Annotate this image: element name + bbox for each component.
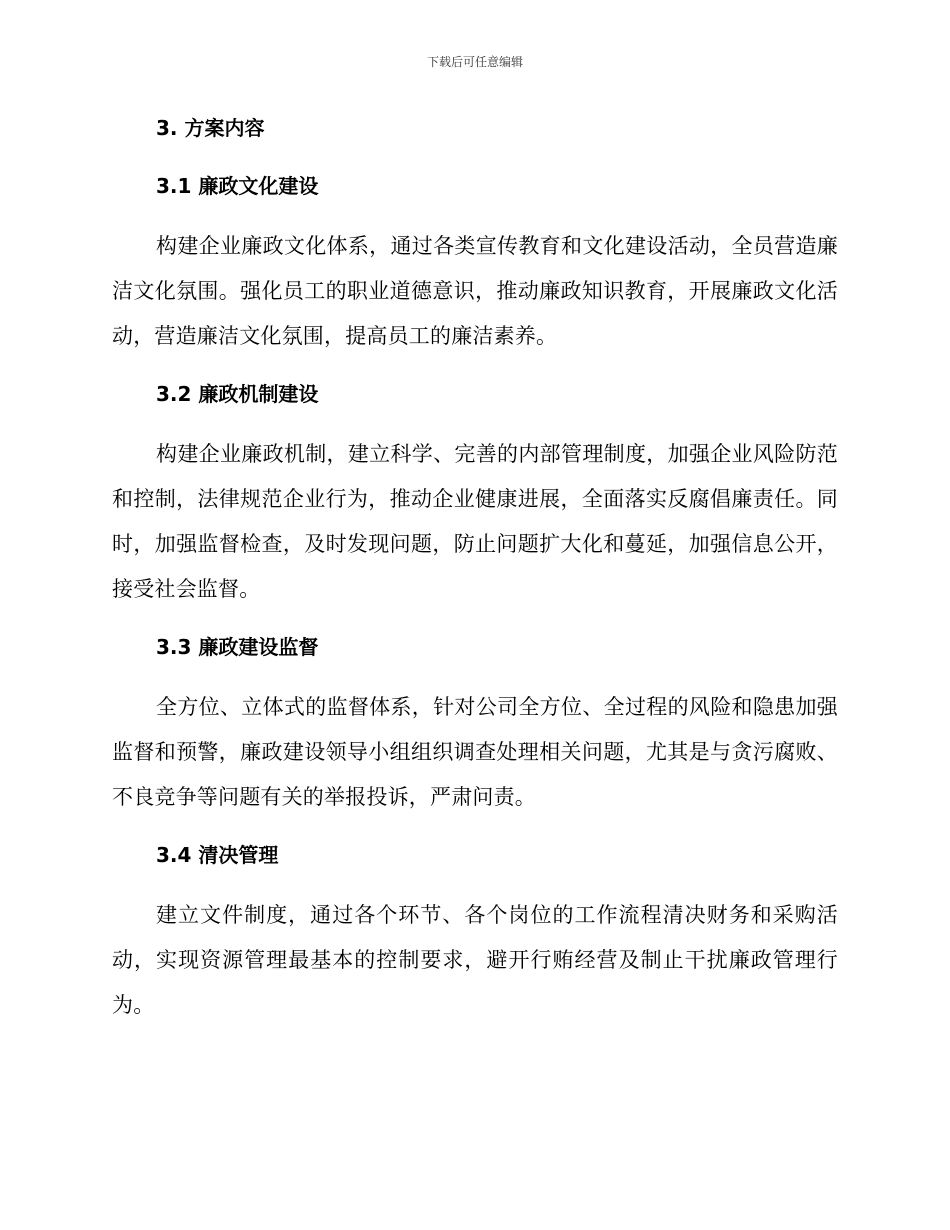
document-body (112, 112, 838, 1047)
subsection-heading-3-2: 3.2 廉政机制建设 (156, 382, 319, 406)
paragraph-3-3: 全方位、立体式的监督体系，针对公司全方位、全过程的风险和隐患加强监督和预警，廉政建设领导小组组织调查处理相关问题，尤其是与贪污腐败、不良竞争等问题有关的举报投诉，严肃问责。 (112, 695, 838, 809)
subsection-heading-3-1: 3.1 廉政文化建设 (156, 174, 319, 198)
page-header: 下载后可任意编辑 (426, 55, 523, 69)
paragraph-3-1: 构建企业廉政文化体系，通过各类宣传教育和文化建设活动，全员营造廉洁文化氛围。强化员工的职业道德意识，推动廉政知识教育，开展廉政文化活动，营造廉洁文化氛围，提高员工的廉洁素养。 (112, 234, 838, 348)
paragraph-3-2: 构建企业廉政机制，建立科学、完善的内部管理制度，加强企业风险防范和控制，法律规范企业行为，推动企业健康进展，全面落实反腐倡廉责任。同时，加强监督检查，及时发现问题，防止问题扩大化和蔓延，加强信息公开，接受社会监督。 (112, 442, 838, 601)
subsection-heading-3-4: 3.4 清决管理 (156, 843, 279, 867)
subsection-heading-3-3: 3.3 廉政建设监督 (156, 635, 319, 659)
paragraph-3-4: 建立文件制度，通过各个环节、各个岗位的工作流程清决财务和采购活动，实现资源管理最基本的控制要求，避开行贿经营及制止干扰廉政管理行为。 (112, 903, 838, 1017)
section-heading: 3. 方案内容 (156, 116, 265, 140)
